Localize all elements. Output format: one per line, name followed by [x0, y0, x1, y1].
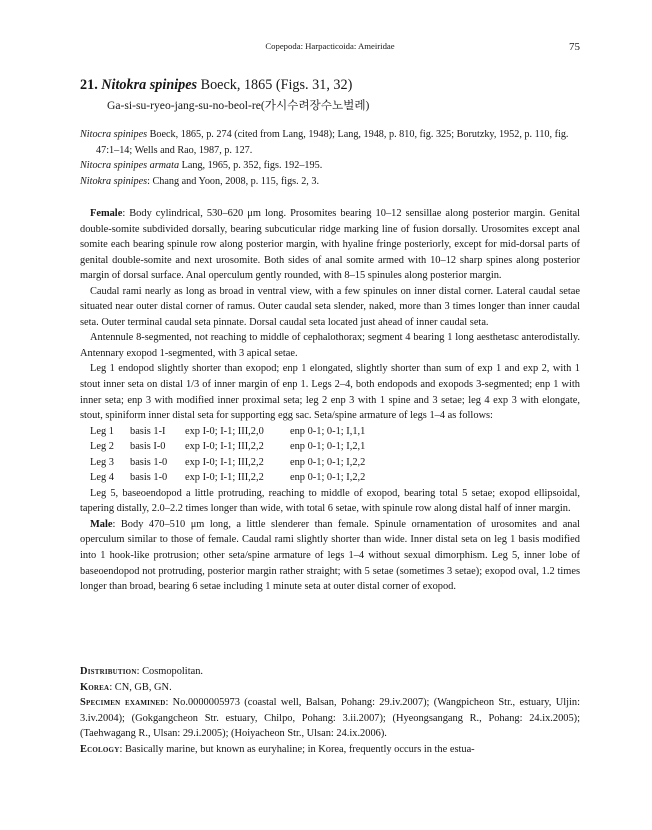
leg5-paragraph: Leg 5, baseoendopod a little protruding, reaching to middle of exopod, bearing total 5 setae; exopod ellipsoidal, tapering distally, 2.0–2.2 times longer than wide, with total 6 setae, with spinule row along distal half of inner margin. — [80, 487, 580, 515]
armature-table — [80, 424, 580, 486]
female-paragraph: Female: Body cylindrical, 530–620 μm long. Prosomites bearing 10–12 sensillae along posterior margin. Genital double-somite subdivided dorsally, bearing subcuticular ridge marking line of fusion dorsally. Urosomites except anal somite each bearing spinule row along posterior margin, with hyaline fringe posteriorly, except for mid-dorsal parts of genital double-somite and next urosomite. Both sides of anal somite armed with 10–12 sharp spines along posterior margin of dorsal surface. Anal operculum gently rounded, with 8–15 spinules along posterior margin. — [80, 208, 580, 282]
antennule-paragraph: Antennule 8-segmented, not reaching to middle of cephalothorax; segment 4 bearing 1 long aesthetasc anterodistally. Antennary exopod 1-segmented, with 3 apical setae. — [80, 332, 580, 359]
species-name: Nitokra spinipes — [101, 77, 198, 93]
armature-row: Leg 4 basis 1-0 exp I-0; I-1; III,2,2 enp 0-1; 0-1; I,2,2 — [90, 472, 366, 484]
synonymy-entry: Nitokra spinipes: Chang and Yoon, 2008, p. 115, figs. 2, 3. — [80, 176, 320, 188]
synonymy-entry: Nitocra spinipes Boeck, 1865, p. 274 (cited from Lang, 1948); Lang, 1948, p. 810, fig. 325; Borutzky, 1952, p. 110, fig. 47:1–14; Wells and Rao, 1987, p. 127. — [80, 129, 569, 156]
armature-row: Leg 3 basis 1-0 exp I-0; I-1; III,2,2 enp 0-1; 0-1; I,2,2 — [90, 456, 366, 468]
male-paragraph: Male: Body 470–510 μm long, a little slenderer than female. Spinule ornamentation of urosomites and anal operculum similar to those of female. Caudal rami slightly shorter than wide. Inner distal seta on leg 1 basis modified into 1 hook-like protrusion; other seta/spine armature of legs 1–4 without sexual dimorphism. Leg 5, inner lobe of baseoendopod not protruding, posterior margin rather straight; with 5 setae (sometimes 3 setae); exopod oval, 1.2 times longer than broad, bearing 6 setae including 1 minute seta at outer distal corner of exopod. — [80, 518, 580, 593]
species-title — [80, 77, 352, 94]
armature-row: Leg 1 basis 1-I exp I-0; I-1; III,2,0 enp 0-1; 0-1; I,1,1 — [90, 425, 366, 437]
description-body — [80, 206, 580, 595]
ecology-section: Ecology: Basically marine, but known as euryhaline; in Korea, frequently occurs in the estua- — [80, 743, 475, 755]
synonymy-entry: Nitocra spinipes armata Lang, 1965, p. 352, figs. 192–195. — [80, 160, 323, 172]
female-label: Female — [90, 208, 123, 219]
korean-hangul-name: (가시수려장수노벌레) — [260, 99, 370, 112]
male-label: Male — [90, 518, 113, 530]
specimen-section: Specimen examined: No.0000005973 (coastal well, Balsan, Pohang: 29.iv.2007); (Wangpicheon Str., estuary, Uljin: 3.iv.2004); (Gokgangcheon Str. estuary, Chilpo, Pohang: 3.ii.2007); (Hyeongsangang R., Pohang: 24.ix.2005); (Taehwagang R., Ulsan: 29.i.2005); (Hoiyacheon Str., Ulsan: 24.ix.2006). — [80, 697, 580, 739]
record-sections — [80, 664, 580, 757]
armature-row: Leg 2 basis I-0 exp I-0; I-1; III,2,2 enp 0-1; 0-1; I,2,1 — [90, 441, 366, 453]
running-head: Copepoda: Harpacticoida: Ameiridae — [265, 41, 395, 51]
page-number: 75 — [569, 41, 580, 53]
synonymy-list — [80, 127, 580, 190]
species-authority: Boeck, 1865 (Figs. 31, 32) — [200, 77, 353, 93]
caudal-paragraph: Caudal rami nearly as long as broad in ventral view, with a few spinules on inner distal corner. Lateral caudal setae situated near outer distal corner of ramus. Outer caudal seta slender, naked, more than 3 times longer than inner caudal seta. Outer terminal caudal seta pinnate. Dorsal caudal seta located just ahead of inner caudal seta. — [80, 285, 580, 328]
distribution-section: Distribution: Cosmopolitan. — [80, 666, 203, 677]
korea-section: Korea: CN, GB, GN. — [80, 681, 172, 693]
leg1-paragraph: Leg 1 endopod slightly shorter than exopod; enp 1 elongated, slightly shorter than sum of exp 1 and exp 2, with 1 stout inner seta on distal 1/3 of inner margin of enp 1. Legs 2–4, both endopods and exopods 3-segmented; enp 1 with inner seta; enp 3 with modified inner proximal seta; leg 2 enp 3 with 1 spine and 3 setae; leg 4 exp 3 with elongate, stout, spiniform inner distal seta for supporting egg sac. Seta/spine armature of legs 1–4 as follows: — [80, 363, 580, 422]
korean-romanized-name: Ga-si-su-ryeo-jang-su-no-beol-re — [107, 99, 261, 112]
species-number: 21. — [80, 77, 98, 93]
korean-name-line — [107, 97, 369, 113]
